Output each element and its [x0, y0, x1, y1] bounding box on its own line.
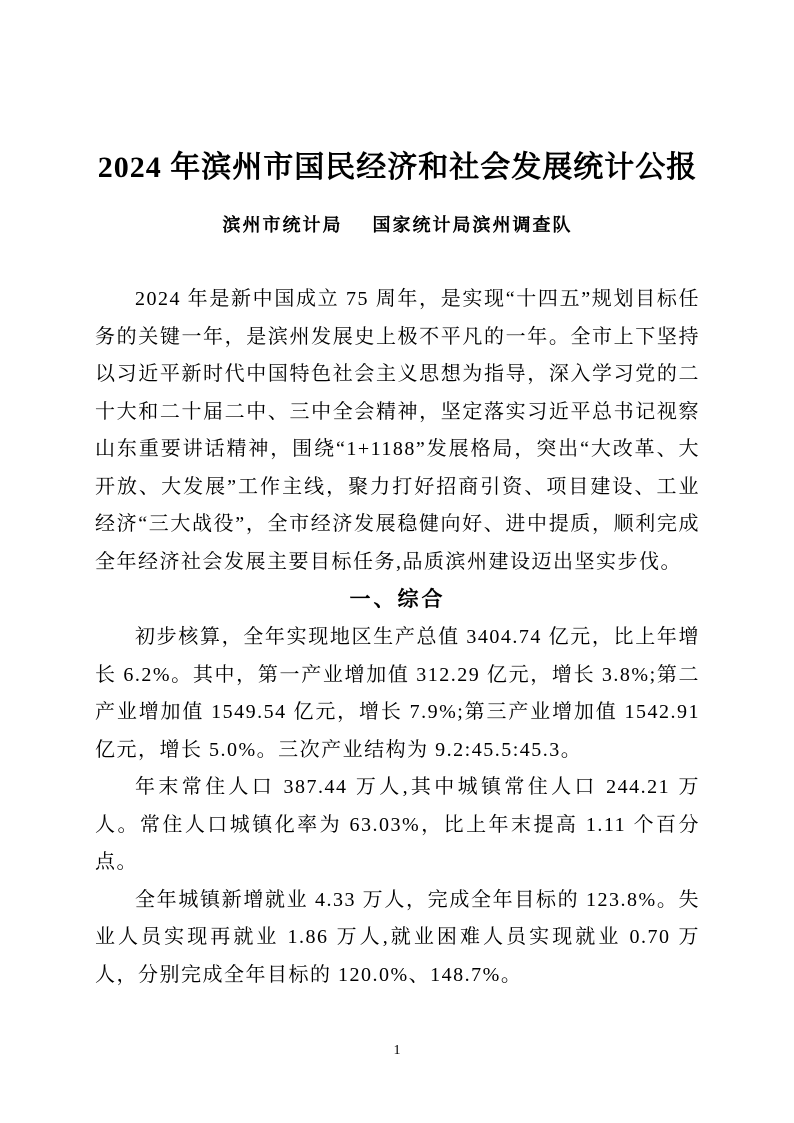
page-number: 1	[393, 1043, 401, 1058]
byline-agency-right: 国家统计局滨州调查队	[372, 215, 573, 235]
byline-agency-left: 滨州市统计局	[222, 215, 343, 235]
byline	[95, 212, 700, 238]
document-title: 2024 年滨州市国民经济和社会发展统计公报	[97, 151, 698, 184]
intro-paragraph: 2024 年是新中国成立 75 周年，是实现“十四五”规划目标任务的关键一年，是滨州发展史上极不平凡的一年。全市上下坚持以习近平新时代中国特色社会主义思想为指导，深入学习党的二十大和二十届二中、三中全会精神，坚定落实习近平总书记视察山东重要讲话精神，围绕“1+1188”发展格局，突出“大改革、大开放、大发展”工作主线，聚力打好招商引资、项目建设、工业经济“三大战役”，全市经济发展稳健向好、进中提质，顺利完成全年经济社会发展主要目标任务,品质滨州建设迈出坚实步伐。	[95, 288, 700, 573]
section-heading-overview: 一、综合	[349, 588, 446, 611]
paragraph-gdp: 初步核算，全年实现地区生产总值 3404.74 亿元，比上年增长 6.2%。其中，第一产业增加值 312.29 亿元，增长 3.8%;第二产业增加值 1549.54 亿元，增长 7.9%;第三产业增加值 1542.91 亿元，增长 5.0%。三次产业结构为 9.2:45.5:45.3。	[95, 626, 700, 761]
paragraph-population: 年末常住人口 387.44 万人,其中城镇常住人口 244.21 万人。常住人口城镇化率为 63.03%，比上年末提高 1.11 个百分点。	[95, 776, 700, 873]
paragraph-employment: 全年城镇新增就业 4.33 万人，完成全年目标的 123.8%。失业人员实现再就业 1.86 万人,就业困难人员实现就业 0.70 万人，分别完成全年目标的 120.0%、148.7%。	[95, 888, 700, 986]
